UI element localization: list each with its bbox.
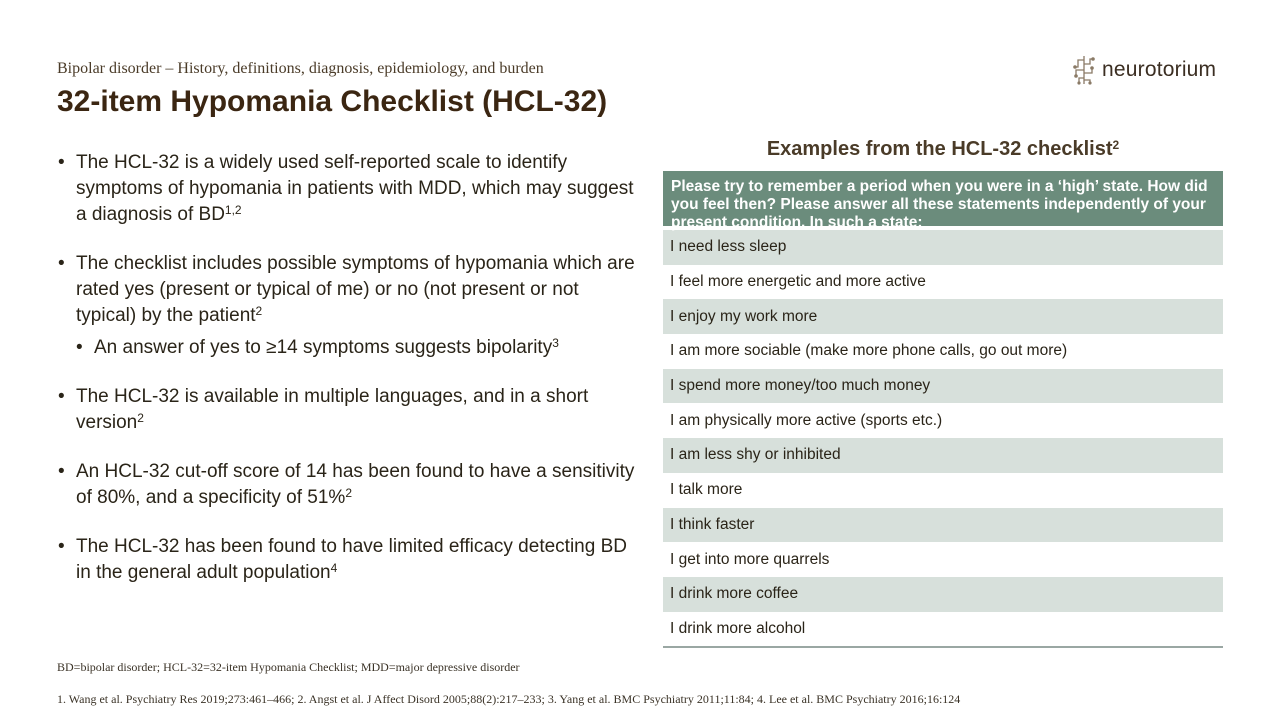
citation: 1,2: [224, 203, 242, 217]
table-title: [663, 138, 1223, 161]
neurotorium-logo: [1072, 54, 1216, 86]
bullet-item: [58, 150, 638, 228]
table-row: I am less shy or inhibited: [663, 438, 1223, 473]
table-row: I enjoy my work more: [663, 299, 1223, 334]
references-footnote: 1. Wang et al. Psychiatry Res 2019;273:461–466; 2. Angst et al. J Affect Disord 2005;88(2):217–233; 3. Yang et al. BMC Psychiatry 2011;11:84; 4. Lee et al. BMC Psychiatry 2016;16:124: [57, 692, 961, 706]
sub-bullet-item: [76, 335, 638, 361]
bullet-text: The HCL-32 has been found to have limited efficacy detecting BD in the general adult population: [76, 536, 627, 583]
table-row: I drink more coffee: [663, 577, 1223, 612]
citation: 2: [255, 304, 263, 318]
citation: 2: [137, 411, 144, 425]
table-row: I need less sleep: [663, 230, 1223, 265]
bullet-list: [58, 150, 638, 586]
checklist-table: [663, 171, 1223, 648]
brain-network-icon: [1072, 55, 1096, 85]
table-row: I think faster: [663, 508, 1223, 543]
bullet-item: [58, 251, 638, 329]
table-row: I drink more alcohol: [670, 619, 806, 637]
citation: 4: [330, 561, 338, 575]
slide-title: 32-item Hypomania Checklist (HCL-32): [57, 85, 608, 118]
citation: 2: [345, 486, 353, 500]
table-row: I am physically more active (sports etc.): [670, 411, 943, 429]
bullet-item: [58, 459, 638, 511]
table-row: I spend more money/too much money: [663, 369, 1223, 404]
table-row: I am more sociable (make more phone calls, go out more): [670, 342, 1068, 360]
bullet-item: [58, 384, 638, 436]
citation: 2: [1112, 138, 1120, 152]
table-header: Please try to remember a period when you were in a ‘high’ state. How did you feel then? Please answer all these statements independently of your present condition. In such a state:: [663, 171, 1223, 226]
bullet-text: The HCL-32 is available in multiple languages, and in a short version: [76, 386, 589, 433]
table-title-text: Examples from the HCL-32 checklist: [766, 138, 1113, 160]
table-row: I feel more energetic and more active: [670, 273, 926, 291]
bullet-text: An HCL-32 cut-off score of 14 has been found to have a sensitivity of 80%, and a specificity of 51%: [76, 461, 635, 508]
slide-subtitle: Bipolar disorder – History, definitions, diagnosis, epidemiology, and burden: [57, 60, 544, 77]
citation: 3: [552, 336, 559, 350]
bullet-text: The HCL-32 is a widely used self-reported scale to identify symptoms of hypomania in patients with MDD, which may suggest a diagnosis of BD: [76, 152, 634, 225]
table-row: I get into more quarrels: [670, 550, 830, 568]
bullet-text: The checklist includes possible symptoms of hypomania which are rated yes (present or typical of me) or no (not present or not typical) by the patient: [76, 253, 635, 326]
bullet-item: [58, 534, 638, 586]
bullet-text: An answer of yes to ≥14 symptoms suggests bipolarity: [94, 337, 553, 358]
abbreviations-footnote: BD=bipolar disorder; HCL-32=32-item Hypomania Checklist; MDD=major depressive disorder: [57, 660, 520, 674]
logo-text: neurotorium: [1102, 58, 1217, 81]
table-row: I talk more: [670, 481, 743, 499]
